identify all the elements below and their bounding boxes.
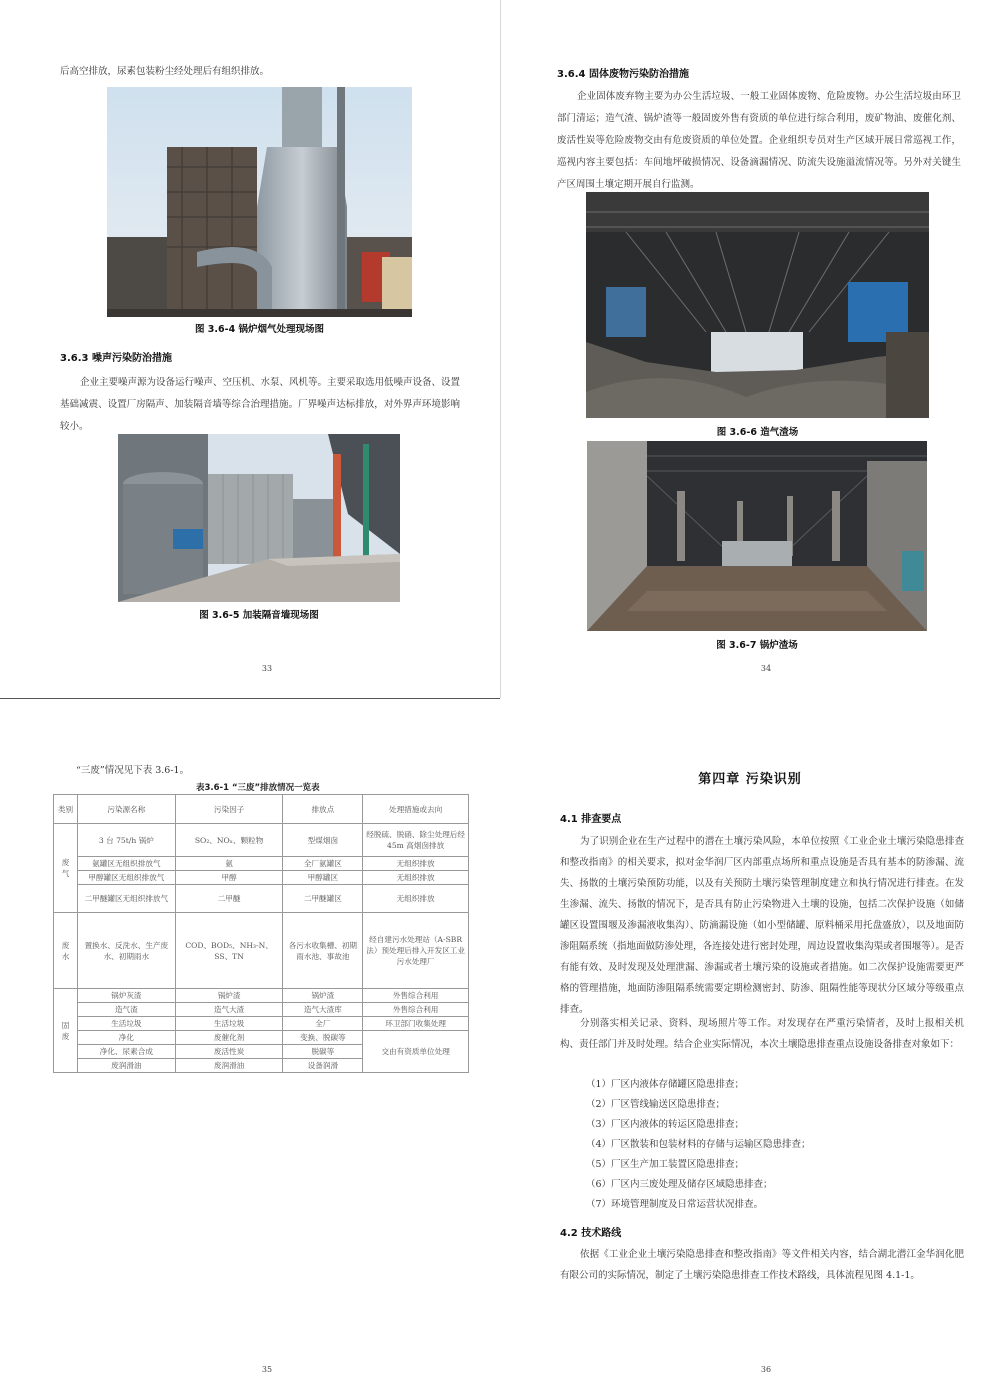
gasification-slag-yard-photo: [586, 192, 929, 418]
intro-text: 后高空排放，尿素包装粉尘经处理后有组织排放。: [60, 66, 270, 77]
table-cell: 净化、尿素合成: [77, 1045, 175, 1059]
table-cell: 脱碳等: [283, 1045, 363, 1059]
table-header: 排放点: [283, 795, 363, 824]
section-heading-4-2: 4.2 技术路线: [560, 1228, 622, 1239]
page-number: 34: [760, 664, 772, 673]
table-cell: 无组织排放: [363, 857, 469, 871]
table-header: 类别: [54, 795, 78, 824]
table-cell: 全厂: [283, 1017, 363, 1031]
table-cell: 甲醇罐区: [283, 871, 363, 885]
category-cell: 固废: [54, 989, 78, 1073]
table-cell: 氨: [175, 857, 283, 871]
figure-caption: 图 3.6-7 锅炉渣场: [716, 640, 798, 651]
list-item: （2）厂区管线输送区隐患排查；: [586, 1099, 726, 1110]
table-row: [54, 1003, 469, 1017]
section-heading-solid-waste: 3.6.4 固体废物污染防治措施: [557, 69, 689, 80]
table-row: [54, 885, 469, 913]
page-34: [500, 0, 1000, 700]
table-cell: 锅炉渣: [283, 989, 363, 1003]
list-item: （5）厂区生产加工装置区隐患排查；: [586, 1159, 745, 1170]
category-cell: 废气: [54, 824, 78, 913]
table-cell: 废活性炭: [175, 1045, 283, 1059]
table-cell: 经自建污水处理站（A-SBR 法）预处理后排入开发区工业污水处理厂: [363, 913, 469, 989]
table-cell: 二甲醚罐区无组织排放气: [77, 885, 175, 913]
table-cell: 无组织排放: [363, 871, 469, 885]
page-number: 36: [760, 1365, 772, 1374]
table-cell: 各污水收集槽、初期雨水池、事故池: [283, 913, 363, 989]
table-cell: 甲醇: [175, 871, 283, 885]
table-cell: 氨罐区无组织排放气: [77, 857, 175, 871]
table-cell: 交由有资质单位处理: [363, 1031, 469, 1073]
table-row: [54, 989, 469, 1003]
page-divider: [0, 698, 500, 699]
table-header: 污染源名称: [77, 795, 175, 824]
page-36: [500, 700, 1000, 1400]
figure-caption: 图 3.6-6 造气渣场: [716, 427, 799, 438]
table-header: 污染因子: [175, 795, 283, 824]
figure-caption: 图 3.6-4 锅炉烟气处理现场图: [195, 324, 324, 335]
table-cell: 型煤烟囱: [283, 824, 363, 857]
table-cell: 造气大渣: [175, 1003, 283, 1017]
table-cell: 环卫部门收集处理: [363, 1017, 469, 1031]
boiler-slag-yard-photo: [587, 441, 927, 631]
table-cell: 甲醇罐区无组织排放气: [77, 871, 175, 885]
section-heading-4-1: 4.1 排查要点: [560, 814, 622, 825]
figure-caption: 图 3.6-5 加装隔音墙现场图: [199, 610, 319, 621]
page-number: 35: [261, 1365, 273, 1374]
table-cell: 置换水、反洗水、生产废水、初期雨水: [77, 913, 175, 989]
boiler-flue-photo: [107, 87, 412, 317]
table-cell: 3 台 75t/h 锅炉: [77, 824, 175, 857]
category-cell: 废水: [54, 913, 78, 989]
table-header-row: [54, 795, 469, 824]
table-row: [54, 857, 469, 871]
paragraph-4-1-b: 分别落实相关记录、资料、现场照片等工作。对发现存在严重污染情者，及时上报相关机构、责任部门并及时处理。结合企业实际情况，本次土壤隐患排查重点设施设备排查对象如下：: [560, 1018, 964, 1050]
table-cell: 锅炉渣: [175, 989, 283, 1003]
section-heading-noise: 3.6.3 噪声污染防治措施: [60, 353, 172, 364]
table-cell: 废催化剂: [175, 1031, 283, 1045]
three-wastes-table: [53, 794, 469, 1073]
table-cell: 外售综合利用: [363, 989, 469, 1003]
table-row: [54, 871, 469, 885]
table-cell: COD、BOD₅、NH₃-N、SS、TN: [175, 913, 283, 989]
intro-text: “三废”情况见下表 3.6-1。: [76, 765, 190, 776]
table-cell: 设备润滑: [283, 1059, 363, 1073]
list-item: （6）厂区内三废处理及储存区域隐患排查；: [586, 1179, 773, 1190]
noise-wall-photo: [118, 434, 400, 602]
table-row: [54, 1017, 469, 1031]
table-cell: 无组织排放: [363, 885, 469, 913]
table-caption: 表3.6-1 “三废”排放情况一览表: [196, 783, 320, 793]
table-row: [54, 824, 469, 857]
solid-waste-paragraph: 企业固体废弃物主要为办公生活垃圾、一般工业固体废物、危险废物。办公生活垃圾由环卫部门清运；造气渣、锅炉渣等一般固废外售有资质的单位进行综合利用，废矿物油、废催化剂、废活性炭等危险废物交由有危废资质的单位处置。企业组织专员对生产区域开展日常巡视工作，巡视内容主要包括：车间地坪破损情况、设备滴漏情况、防流失设施溢流情况等。另外对关键生产区周围土壤定期开展自行监测。: [557, 91, 961, 190]
table-cell: 锅炉灰渣: [77, 989, 175, 1003]
table-cell: 变换、脱碳等: [283, 1031, 363, 1045]
table-cell: 二甲醚: [175, 885, 283, 913]
table-cell: 废润滑油: [77, 1059, 175, 1073]
table-cell: 废润滑油: [175, 1059, 283, 1073]
page-divider: [500, 0, 501, 698]
table-cell: 二甲醚罐区: [283, 885, 363, 913]
table-cell: 生活垃圾: [77, 1017, 175, 1031]
table-cell: 外售综合利用: [363, 1003, 469, 1017]
list-item: （4）厂区散装和包装材料的存储与运输区隐患排查；: [586, 1139, 811, 1150]
table-cell: SO₂、NOₓ、颗粒物: [175, 824, 283, 857]
table-cell: 净化: [77, 1031, 175, 1045]
table-cell: 造气渣: [77, 1003, 175, 1017]
noise-paragraph: 企业主要噪声源为设备运行噪声、空压机、水泵、风机等。主要采取选用低噪声设备、设置基础减震、设置厂房隔声、加装隔音墙等综合治理措施。厂界噪声达标排放，对外界声环境影响较小。: [60, 377, 461, 432]
page-number: 33: [261, 664, 273, 673]
table-row: [54, 913, 469, 989]
chapter-title: 第四章 污染识别: [698, 772, 802, 787]
table-header: 处理措施或去向: [363, 795, 469, 824]
table-cell: 全厂氨罐区: [283, 857, 363, 871]
table-cell: 造气大渣库: [283, 1003, 363, 1017]
table-cell: 经脱硫、脱硝、除尘处理后经 45m 高烟囱排放: [363, 824, 469, 857]
paragraph-4-2: 依据《工业企业土壤污染隐患排查和整改指南》等文件相关内容，结合湖北潜江金华润化肥有限公司的实际情况，制定了土壤污染隐患排查工作技术路线，具体流程见图 4.1-1。: [560, 1249, 964, 1281]
page-33: [0, 0, 500, 700]
list-item: （1）厂区内液体存储罐区隐患排查；: [586, 1079, 745, 1090]
paragraph-4-1-a: 为了识别企业在生产过程中的潜在土壤污染风险，本单位按照《工业企业土壤污染隐患排查和整改指南》的相关要求，拟对金华润厂区内部重点场所和重点设施是否具有基本的防渗漏、流失、扬散的土壤污染预防功能，以及有关预防土壤污染管理制度建立和执行情况进行排查。在发生渗漏、流失、扬散的情况下，是否具有防止污染物进入土壤的设施，包括二次保护设施（如储罐区设置围堰及渗漏液收集沟）、防滴漏设施（如小型储罐、原料桶采用托盘盛放），以及地面防渗阻隔系统（指地面做防渗处理，各连接处进行密封处理，周边设置收集沟渠或者围堰等）。是否有能有效、及时发现及处理泄漏、渗漏或者土壤污染的设施或者措施。如二次保护设施需要更严格的管理措施，地面防渗阻隔系统需要定期检测密封、防渗、阻隔性能等现状分区域分等级重点排查。: [560, 836, 964, 1015]
table-row: [54, 1031, 469, 1045]
list-item: （3）厂区内液体的转运区隐患排查；: [586, 1119, 745, 1130]
table-cell: 生活垃圾: [175, 1017, 283, 1031]
list-item: （7）环境管理制度及日常运营状况排查。: [586, 1199, 764, 1210]
